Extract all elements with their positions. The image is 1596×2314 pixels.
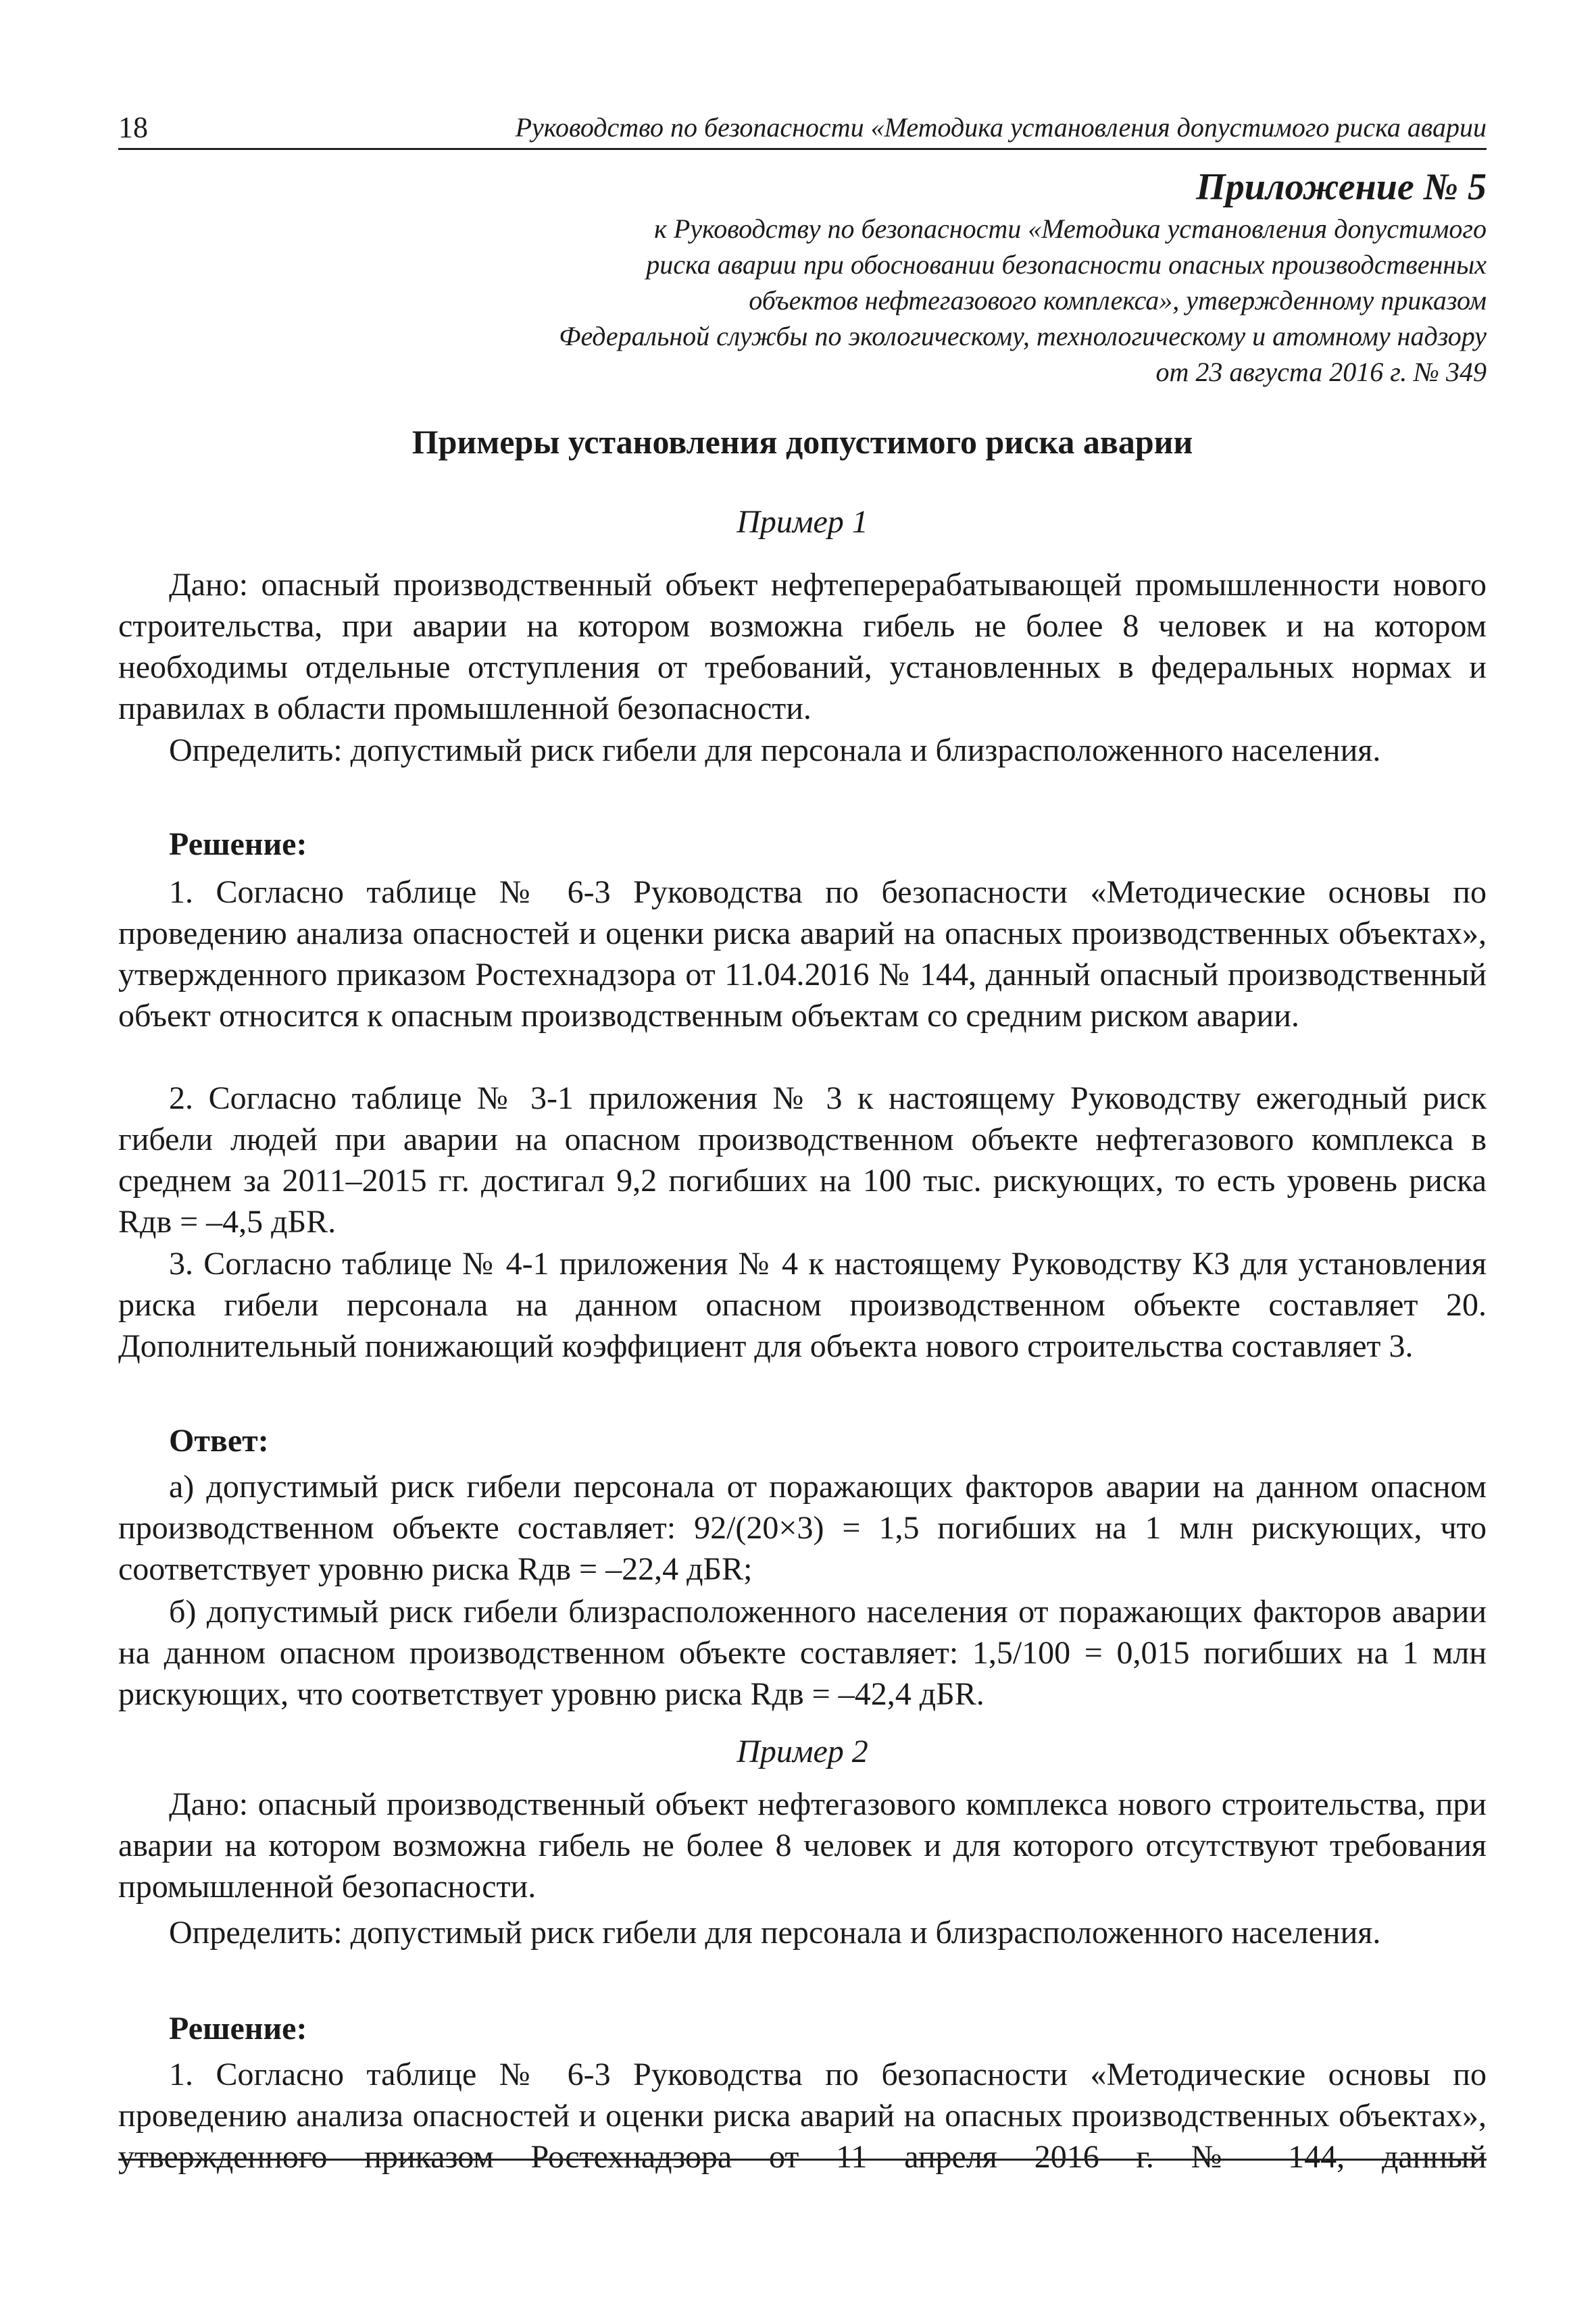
determine-paragraph: Определить: допустимый риск гибели для персонала и близрасположенного населения.	[169, 732, 1381, 768]
solution-paragraph: 1. Согласно таблице № 6-3 Руководства по безопасности «Методические основы по проведению анализа опасностей и оценки риска аварий на опасных производственных объектах», утвержденного приказом Ростехнадзора от 11 апреля 2016 г. № 144, данный	[118, 2057, 1487, 2175]
appendix-title: Приложение № 5	[1196, 166, 1487, 208]
page-number: 18	[118, 111, 148, 144]
answer-paragraph: а) допустимый риск гибели персонала от поражающих факторов аварии на данном опасном производственном объекте составляет: 92/(20×3) = 1,5 погибших на 1 млн рискующих, что соответствует уровню риска Rдв = –22,4 дБR;	[118, 1469, 1487, 1587]
appendix-block	[270, 164, 1487, 390]
given-paragraph: Дано: опасный производственный объект нефтеперерабатывающей промышленности нового строительства, при аварии на котором возможна гибель не более 8 человек и на котором необходимы отдельные отступления от требований, установленных в федеральных нормах и правилах в области промышленной безопасности.	[118, 567, 1487, 726]
determine-paragraph: Определить: допустимый риск гибели для персонала и близрасположенного населения.	[169, 1915, 1381, 1951]
running-title: Руководство по безопасности «Методика установления допустимого риска аварии	[515, 112, 1487, 143]
example-2-given	[118, 1784, 1487, 1907]
example-1-solution-2	[118, 1078, 1487, 1242]
appendix-ref-line: от 23 августа 2016 г. № 349	[1155, 357, 1487, 387]
solution-paragraph: 2. Согласно таблице № 3-1 приложения № 3 к настоящему Руководству ежегодный риск гибели людей при аварии на опасном производственном объекте нефтегазового комплекса в среднем за 2011–2015 гг. достигал 9,2 погибших на 100 тыс. рискующих, то есть уровень риска Rдв = –4,5 дБR.	[118, 1080, 1487, 1240]
example-2-determine	[118, 1912, 1487, 1953]
example-1-given	[118, 564, 1487, 729]
example-2-heading: Пример 2	[737, 1734, 868, 1769]
appendix-ref-line: риска аварии при обосновании безопасности опасных производственных	[646, 249, 1487, 280]
solution-paragraph: 1. Согласно таблице № 6-3 Руководства по безопасности «Методические основы по проведению анализа опасностей и оценки риска аварий на опасных производственных объектах», утвержденного приказом Ростехнадзора от 11.04.2016 № 144, данный опасный производственный объект относится к опасным производственным объектам со средним риском аварии.	[118, 874, 1487, 1034]
example-1-heading: Пример 1	[737, 504, 868, 540]
given-paragraph: Дано: опасный производственный объект нефтегазового комплекса нового строительства, при аварии на котором возможна гибель не более 8 человек и для которого отсутствуют требования промышленной безопасности.	[118, 1786, 1487, 1905]
appendix-ref-line: Федеральной службы по экологическому, технологическому и атомному надзору	[559, 321, 1487, 351]
example-1-solution-1	[118, 872, 1487, 1036]
answer-paragraph: б) допустимый риск гибели близрасположенного населения от поражающих факторов аварии на данном опасном производственном объекте составляет: 1,5/100 = 0,015 погибших на 1 млн рискующих, что соответствует уровню риска Rдв = –42,4 дБR.	[118, 1594, 1487, 1712]
example-1-determine	[118, 730, 1487, 771]
solution-label: Решение:	[169, 826, 307, 862]
footer-rule	[118, 2159, 1487, 2161]
solution-label: Решение:	[169, 2011, 307, 2046]
example-1-answer-a	[118, 1466, 1487, 1590]
appendix-ref-line: объектов нефтегазового комплекса», утвержденному приказом	[749, 285, 1487, 316]
example-1-solution-3	[118, 1243, 1487, 1367]
answer-label: Ответ:	[169, 1423, 269, 1459]
appendix-ref-line: к Руководству по безопасности «Методика установления допустимого	[654, 213, 1487, 244]
example-1-answer-b	[118, 1591, 1487, 1715]
page-header	[118, 105, 1487, 150]
solution-paragraph: 3. Согласно таблице № 4-1 приложения № 4 к настоящему Руководству КЗ для установления риска гибели персонала на данном опасном производственном объекте составляет 20. Дополнительный понижающий коэффициент для объекта нового строительства составляет 3.	[118, 1246, 1487, 1364]
main-title: Примеры установления допустимого риска аварии	[412, 423, 1193, 461]
